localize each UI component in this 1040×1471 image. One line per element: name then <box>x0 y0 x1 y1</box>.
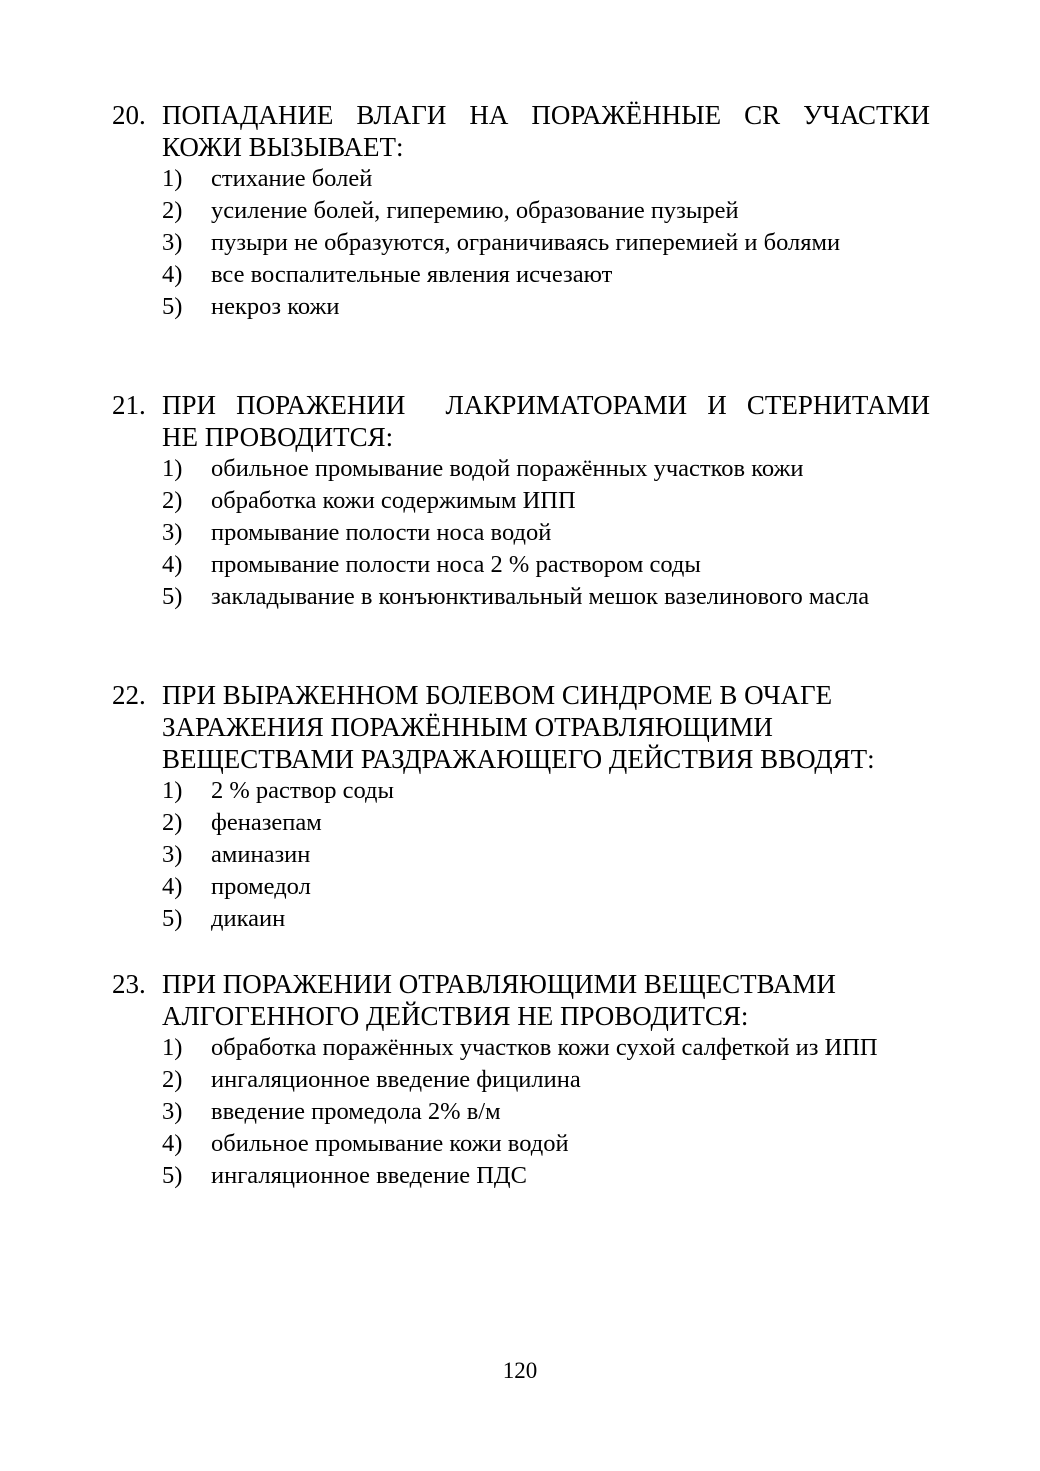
answer-option <box>162 839 930 871</box>
answer-option <box>162 163 930 195</box>
answer-option <box>162 517 930 549</box>
answer-option <box>162 227 930 259</box>
answer-text: обработка поражённых участков кожи сухой салфеткой из ИПП <box>211 1034 878 1061</box>
answer-number: 2) <box>162 197 183 224</box>
answer-text: закладывание в конъюнктивальный мешок вазелинового масла <box>211 583 870 610</box>
answer-number: 2) <box>162 487 183 514</box>
question-header <box>112 99 930 163</box>
question-text-line: НЕ ПРОВОДИТСЯ: <box>162 422 394 452</box>
answer-number: 3) <box>162 841 183 868</box>
question-text-line: ПРИ ПОРАЖЕНИИ ОТРАВЛЯЮЩИМИ ВЕЩЕСТВАМИ <box>162 969 836 999</box>
answer-text: ингаляционное введение ПДС <box>211 1162 527 1189</box>
answer-number: 4) <box>162 873 183 900</box>
question-number: 20. <box>112 100 146 130</box>
answer-text: 2 % раствор соды <box>211 777 394 804</box>
answer-list <box>162 163 930 323</box>
answer-number: 3) <box>162 229 183 256</box>
question-text-line: ПРИ ВЫРАЖЕННОМ БОЛЕВОМ СИНДРОМЕ В ОЧАГЕ <box>162 680 833 710</box>
answer-number: 4) <box>162 551 183 578</box>
question-text <box>162 389 930 453</box>
page-number: 120 <box>502 1358 538 1383</box>
question-21 <box>112 389 930 613</box>
question-text-line: ЗАРАЖЕНИЯ ПОРАЖЁННЫМ ОТРАВЛЯЮЩИМИ <box>162 712 773 742</box>
answer-text: пузыри не образуются, ограничиваясь гиперемией и болями <box>211 229 841 256</box>
answer-number: 1) <box>162 455 183 482</box>
answer-number: 5) <box>162 905 183 932</box>
answer-text: промывание полости носа 2 % раствором соды <box>211 551 701 578</box>
answer-text: некроз кожи <box>211 293 340 320</box>
answer-option <box>162 1096 930 1128</box>
answer-option <box>162 1032 930 1064</box>
answer-list <box>162 453 930 613</box>
answer-option <box>162 581 930 613</box>
question-text <box>162 99 930 163</box>
answer-text: промедол <box>211 873 311 900</box>
answer-number: 4) <box>162 1130 183 1157</box>
answer-text: дикаин <box>211 905 286 932</box>
answer-list <box>162 1032 930 1192</box>
answer-text: обильное промывание водой поражённых участков кожи <box>211 455 804 482</box>
question-header <box>112 968 930 1032</box>
question-number: 22. <box>112 680 146 710</box>
answer-option <box>162 807 930 839</box>
answer-text: промывание полости носа водой <box>211 519 552 546</box>
question-text-line: ПОПАДАНИЕ ВЛАГИ НА ПОРАЖЁННЫЕ CR УЧАСТКИ <box>162 100 930 130</box>
answer-text: обильное промывание кожи водой <box>211 1130 569 1157</box>
question-22 <box>112 679 930 935</box>
answer-option <box>162 259 930 291</box>
answer-option <box>162 1064 930 1096</box>
question-text-line: ПРИ ПОРАЖЕНИИ ЛАКРИМАТОРАМИ И СТЕРНИТАМИ <box>162 390 930 420</box>
answer-list <box>162 775 930 935</box>
answer-number: 3) <box>162 519 183 546</box>
question-23 <box>112 968 930 1192</box>
question-text-line: ВЕЩЕСТВАМИ РАЗДРАЖАЮЩЕГО ДЕЙСТВИЯ ВВОДЯТ: <box>162 744 875 774</box>
question-text <box>162 968 930 1032</box>
answer-text: феназепам <box>211 809 322 836</box>
question-20 <box>112 99 930 323</box>
answer-text: введение промедола 2% в/м <box>211 1098 501 1125</box>
answer-option <box>162 291 930 323</box>
answer-option <box>162 775 930 807</box>
answer-number: 5) <box>162 1162 183 1189</box>
question-text <box>162 679 930 775</box>
answer-number: 3) <box>162 1098 183 1125</box>
question-number: 23. <box>112 969 146 999</box>
answer-number: 2) <box>162 1066 183 1093</box>
answer-text: ингаляционное введение фицилина <box>211 1066 581 1093</box>
answer-option <box>162 195 930 227</box>
answer-text: аминазин <box>211 841 311 868</box>
answer-number: 5) <box>162 293 183 320</box>
answer-option <box>162 549 930 581</box>
answer-text: все воспалительные явления исчезают <box>211 261 613 288</box>
answer-number: 4) <box>162 261 183 288</box>
answer-text: обработка кожи содержимым ИПП <box>211 487 576 514</box>
answer-option <box>162 903 930 935</box>
question-header <box>112 679 930 775</box>
answer-text: усиление болей, гиперемию, образование пузырей <box>211 197 739 224</box>
question-text-line: АЛГОГЕННОГО ДЕЙСТВИЯ НЕ ПРОВОДИТСЯ: <box>162 1001 749 1031</box>
answer-number: 5) <box>162 583 183 610</box>
answer-option <box>162 485 930 517</box>
answer-number: 1) <box>162 777 183 804</box>
answer-number: 1) <box>162 1034 183 1061</box>
answer-text: стихание болей <box>211 165 373 192</box>
question-number: 21. <box>112 390 146 420</box>
question-header <box>112 389 930 453</box>
answer-option <box>162 1128 930 1160</box>
answer-option <box>162 871 930 903</box>
answer-number: 1) <box>162 165 183 192</box>
answer-option <box>162 1160 930 1192</box>
answer-number: 2) <box>162 809 183 836</box>
answer-option <box>162 453 930 485</box>
question-text-line: КОЖИ ВЫЗЫВАЕТ: <box>162 132 404 162</box>
